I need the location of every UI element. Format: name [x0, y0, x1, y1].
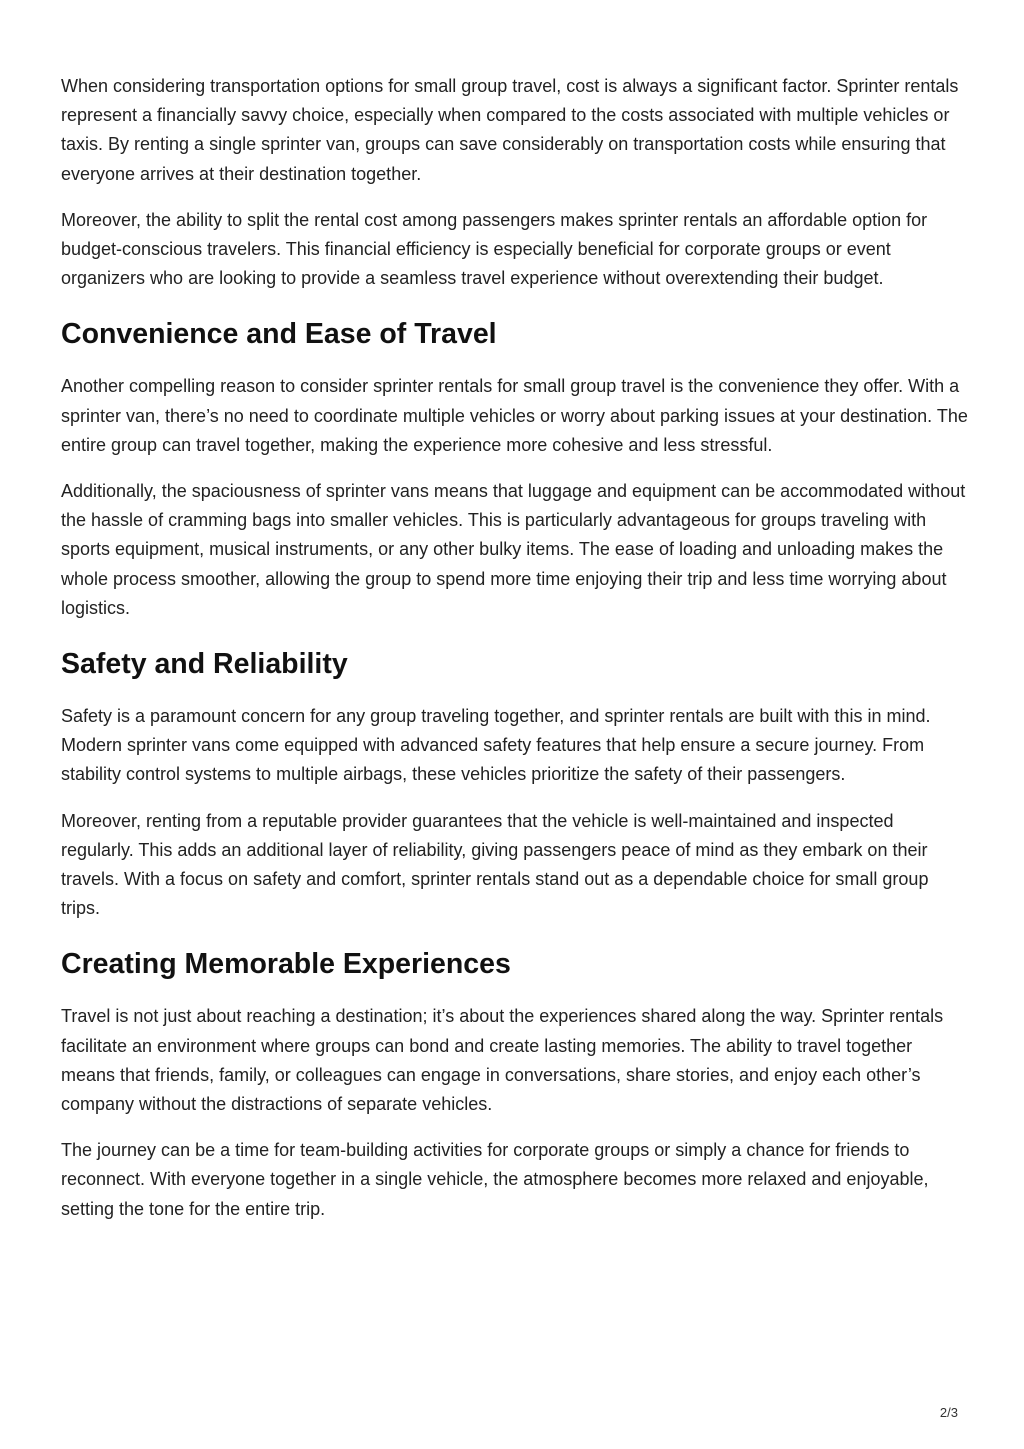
section-heading: Safety and Reliability — [61, 648, 348, 681]
section-safety — [61, 647, 969, 923]
paragraph: When considering transportation options for small group travel, cost is always a significant factor. Sprinter rentals represent a financially savvy choice, especially when compared to the costs associated with multiple vehicles or taxis. By renting a single sprinter van, groups can save considerably on transportation costs while ensuring that everyone arrives at their destination together. — [61, 76, 959, 184]
paragraph: Another compelling reason to consider sprinter rentals for small group travel is the convenience they offer. With a sprinter van, there’s no need to coordinate multiple vehicles or worry about parking issues at your destination. The entire group can travel together, making the experience more cohesive and less stressful. — [61, 376, 968, 455]
paragraph: Travel is not just about reaching a destination; it’s about the experiences shared along the way. Sprinter rentals facilitate an environment where groups can bond and create lasting memories. The ability to travel together means that friends, family, or colleagues can engage in conversations, share stories, and enjoy each other’s company without the distractions of separate vehicles. — [61, 1006, 944, 1115]
section-cost — [61, 72, 969, 293]
paragraph: Safety is a paramount concern for any group traveling together, and sprinter rentals are built with this in mind. Modern sprinter vans come equipped with advanced safety features that help ensure a secure journey. From stability control systems to multiple airbags, these vehicles prioritize the safety of their passengers. — [61, 706, 931, 785]
paragraph: Moreover, the ability to split the rental cost among passengers makes sprinter rentals an affordable option for budget-conscious travelers. This financial efficiency is especially beneficial for corporate groups or event organizers who are looking to provide a seamless travel experience without overextending their budget. — [61, 209, 928, 289]
paragraph: Moreover, renting from a reputable provider guarantees that the vehicle is well-maintained and inspected regularly. This adds an additional layer of reliability, giving passengers peace of mind as they embark on their travels. With a focus on safety and comfort, sprinter rentals stand out as a dependable choice for small group trips. — [61, 810, 929, 919]
section-convenience — [61, 317, 969, 623]
section-heading: Convenience and Ease of Travel — [61, 318, 497, 351]
document-page — [61, 72, 969, 1241]
section-heading: Creating Memorable Experiences — [61, 948, 511, 981]
paragraph: The journey can be a time for team-building activities for corporate groups or simply a chance for friends to reconnect. With everyone together in a single vehicle, the atmosphere becomes more relaxed and enjoyable, setting the tone for the entire trip. — [61, 1140, 929, 1219]
paragraph: Additionally, the spaciousness of sprinter vans means that luggage and equipment can be accommodated without the hassle of cramming bags into smaller vehicles. This is particularly advantageous for groups traveling with sports equipment, musical instruments, or any other bulky items. The ease of loading and unloading makes the whole process smoother, allowing the group to spend more time enjoying their trip and less time worrying about logistics. — [61, 481, 966, 618]
section-experiences — [61, 947, 969, 1223]
page-number: 2/3 — [939, 1405, 958, 1420]
